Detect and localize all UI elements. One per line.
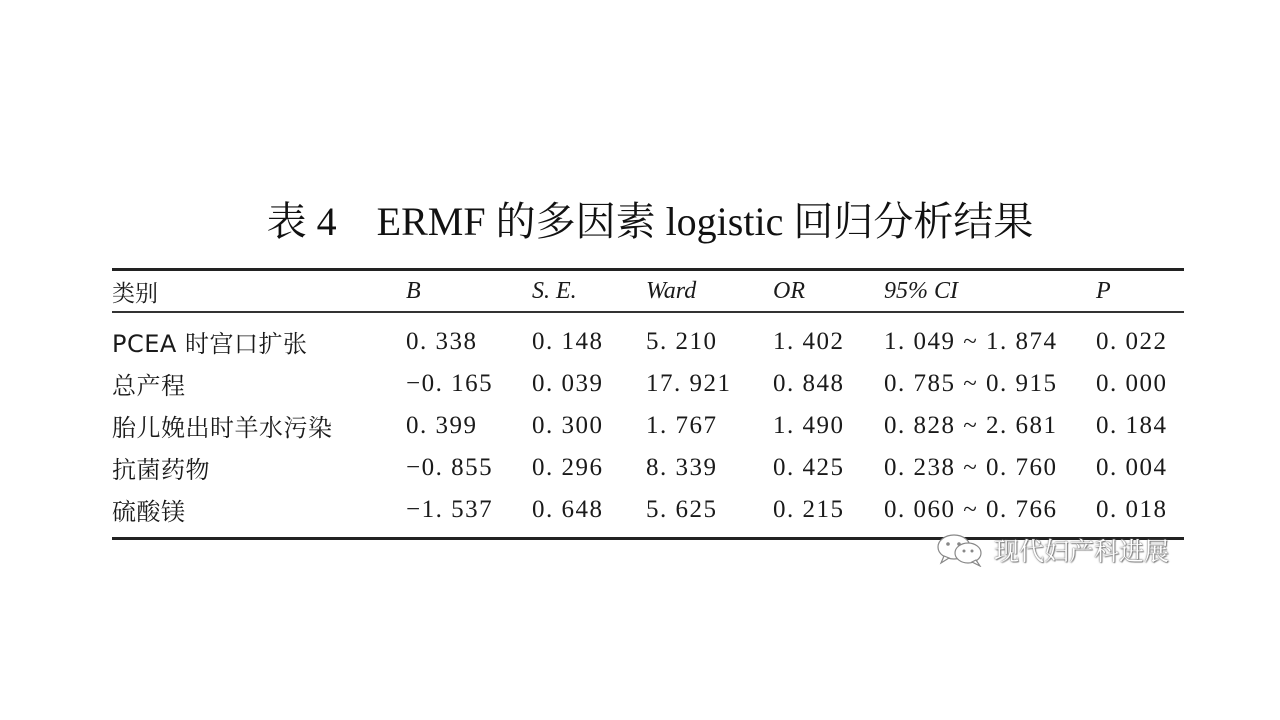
watermark bbox=[934, 532, 1169, 568]
row-category: PCEA 时宫口扩张 bbox=[112, 330, 308, 358]
header-row bbox=[112, 271, 1184, 311]
cell-se: 0. 296 bbox=[532, 453, 604, 481]
cell-ward: 5. 210 bbox=[646, 327, 718, 355]
cell-or: 0. 215 bbox=[773, 495, 845, 523]
cell-or: 1. 490 bbox=[773, 411, 845, 439]
table-row bbox=[112, 313, 1184, 363]
cell-se: 0. 648 bbox=[532, 495, 604, 523]
wechat-icon bbox=[934, 533, 988, 567]
table-row bbox=[112, 405, 1184, 447]
cell-b: −0. 855 bbox=[406, 453, 494, 481]
table-caption: ERMF 的多因素 logistic 回归分析结果 bbox=[376, 199, 1034, 244]
table-row bbox=[112, 447, 1184, 489]
cell-ward: 1. 767 bbox=[646, 411, 718, 439]
cell-p: 0. 004 bbox=[1096, 453, 1168, 481]
cell-p: 0. 018 bbox=[1096, 495, 1168, 523]
cell-ward: 5. 625 bbox=[646, 495, 718, 523]
regression-table bbox=[112, 268, 1184, 540]
table-title bbox=[0, 190, 1280, 247]
cell-b: 0. 338 bbox=[406, 327, 478, 355]
watermark-text: 现代妇产科进展 bbox=[994, 537, 1170, 566]
header-se: S. E. bbox=[532, 277, 577, 304]
cell-b: −1. 537 bbox=[406, 495, 494, 523]
cell-ci: 0. 060 ~ 0. 766 bbox=[884, 495, 1058, 523]
header-category: 类别 bbox=[112, 280, 158, 307]
row-category: 胎儿娩出时羊水污染 bbox=[112, 414, 333, 442]
header-ci: 95% CI bbox=[884, 277, 958, 304]
cell-se: 0. 039 bbox=[532, 369, 604, 397]
cell-or: 0. 425 bbox=[773, 453, 845, 481]
cell-b: 0. 399 bbox=[406, 411, 478, 439]
cell-b: −0. 165 bbox=[406, 369, 494, 397]
cell-se: 0. 300 bbox=[532, 411, 604, 439]
cell-or: 0. 848 bbox=[773, 369, 845, 397]
cell-ci: 0. 828 ~ 2. 681 bbox=[884, 411, 1058, 439]
table-row bbox=[112, 489, 1184, 537]
results-table bbox=[112, 271, 1184, 537]
cell-ci: 0. 238 ~ 0. 760 bbox=[884, 453, 1058, 481]
header-p: P bbox=[1096, 277, 1111, 304]
cell-p: 0. 000 bbox=[1096, 369, 1168, 397]
cell-or: 1. 402 bbox=[773, 327, 845, 355]
row-category: 硫酸镁 bbox=[112, 498, 186, 526]
header-or: OR bbox=[773, 277, 805, 304]
cell-ci: 0. 785 ~ 0. 915 bbox=[884, 369, 1058, 397]
row-category: 抗菌药物 bbox=[112, 456, 210, 484]
table-row bbox=[112, 363, 1184, 405]
table-number: 表 4 bbox=[266, 199, 337, 244]
cell-ward: 17. 921 bbox=[646, 369, 732, 397]
cell-se: 0. 148 bbox=[532, 327, 604, 355]
header-ward: Ward bbox=[646, 277, 697, 304]
cell-ward: 8. 339 bbox=[646, 453, 718, 481]
cell-ci: 1. 049 ~ 1. 874 bbox=[884, 327, 1058, 355]
cell-p: 0. 022 bbox=[1096, 327, 1168, 355]
cell-p: 0. 184 bbox=[1096, 411, 1168, 439]
header-b: B bbox=[406, 277, 421, 304]
row-category: 总产程 bbox=[112, 372, 186, 400]
